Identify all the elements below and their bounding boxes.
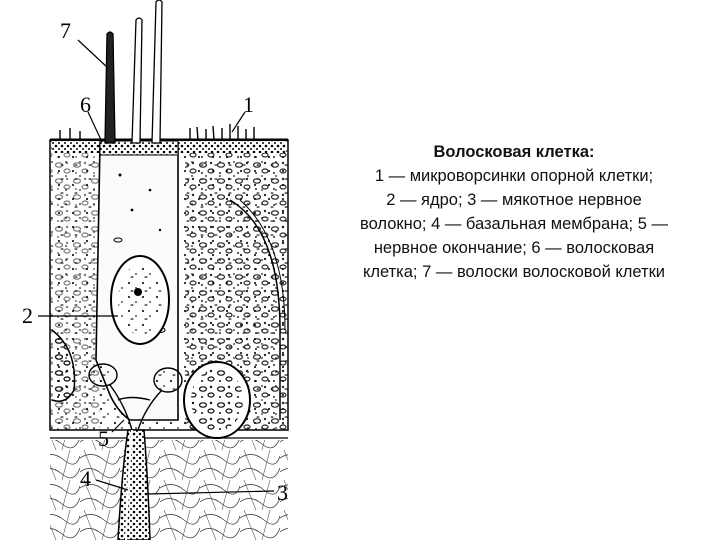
label-6: 6: [80, 92, 91, 117]
caption-title: Волосковая клетка:: [433, 143, 595, 161]
nucleus: [111, 256, 169, 344]
hair-cell-illustration: [0, 0, 300, 540]
label-2: 2: [22, 303, 33, 328]
label-3: 3: [277, 480, 288, 505]
caption-line: нервное окончание; 6 — волосковая: [373, 239, 655, 257]
caption-line: волокно; 4 — базальная мембрана; 5 —: [360, 215, 668, 233]
label-1: 1: [243, 92, 254, 117]
label-4: 4: [80, 466, 91, 491]
hair-cell-hairs: [105, 0, 162, 143]
label-7: 7: [60, 18, 71, 43]
label-5: 5: [98, 426, 109, 451]
caption-line: 2 — ядро; 3 — мякотное нервное: [386, 191, 642, 209]
caption-line: 1 — микроворсинки опорной клетки;: [374, 167, 654, 185]
caption-line: клетка; 7 — волоски волосковой клетки: [362, 263, 666, 281]
figure-caption: [318, 140, 710, 284]
